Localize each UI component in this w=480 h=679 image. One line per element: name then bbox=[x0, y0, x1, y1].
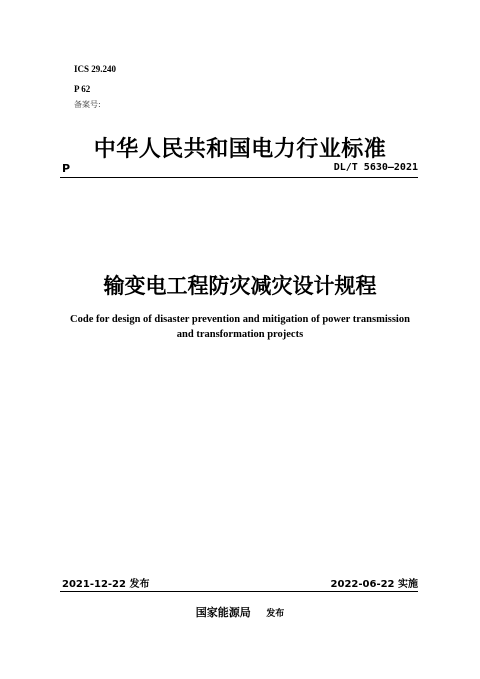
record-number-label: 备案号: bbox=[74, 100, 101, 109]
ics-code: ICS 29.240 bbox=[74, 64, 117, 74]
header-divider bbox=[60, 177, 418, 178]
classification-code: P 62 bbox=[74, 84, 91, 94]
issue-date: 2021-12-22 发布 bbox=[62, 579, 150, 590]
publisher bbox=[0, 601, 480, 620]
standard-number: DL/T 5630—2021 bbox=[333, 162, 418, 173]
implementation-date: 2022-06-22 实施 bbox=[330, 579, 418, 590]
title-english-line-1: Code for design of disaster prevention and mitigation of power transmission bbox=[70, 314, 410, 325]
title-english-line-2: and transformation projects bbox=[176, 329, 304, 340]
footer-divider bbox=[60, 591, 418, 592]
publisher-name: 国家能源局 bbox=[195, 606, 251, 619]
document-title-english bbox=[40, 312, 440, 342]
document-title-chinese: 输变电工程防灾减灾设计规程 bbox=[103, 274, 377, 298]
publisher-label: 发布 bbox=[266, 609, 285, 619]
standard-organization-title: 中华人民共和国电力行业标准 bbox=[93, 137, 387, 162]
standard-mark: P bbox=[62, 162, 71, 175]
